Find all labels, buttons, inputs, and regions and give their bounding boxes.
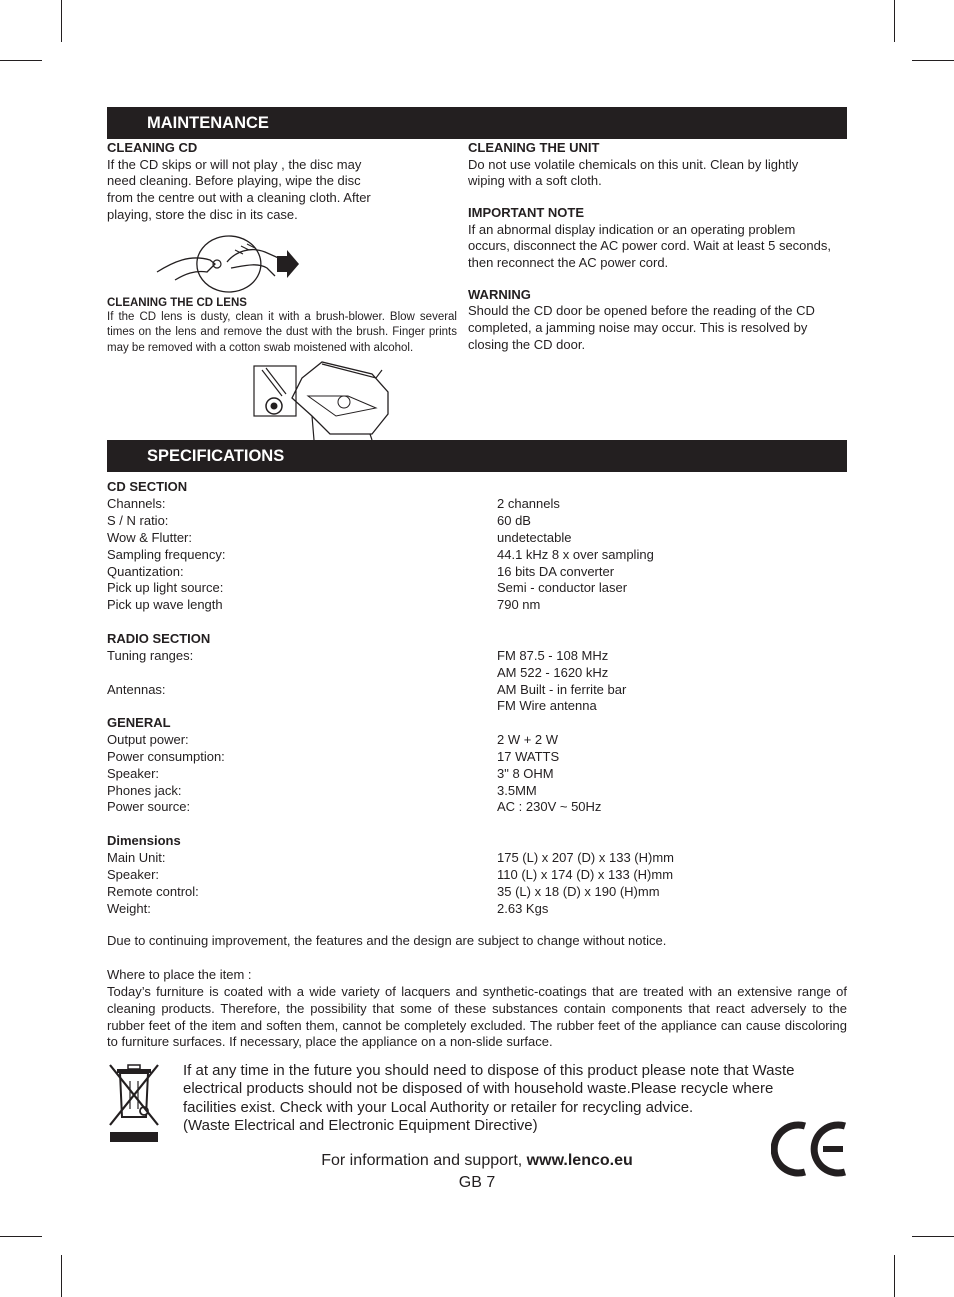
cleaning-lens-text: If the CD lens is dusty, clean it with a brush-blower. Blow several times on the lens and remove the dust with the brush. Finger prints may be removed with a cotton swab moistened with alcohol. bbox=[107, 311, 457, 354]
crop-mark bbox=[61, 1255, 62, 1297]
spec-value: 110 (L) x 174 (D) x 133 (H)mm bbox=[497, 867, 674, 882]
spec-label: Antennas: bbox=[107, 682, 166, 697]
support-prefix: For information and support, bbox=[321, 1152, 527, 1169]
cleaning-lens-title: CLEANING THE CD LENS bbox=[107, 297, 247, 309]
spec-value: 44.1 kHz 8 x over sampling bbox=[497, 547, 654, 562]
spec-value: 175 (L) x 207 (D) x 133 (H)mm bbox=[497, 850, 674, 865]
cleaning-cd-title: CLEANING CD bbox=[107, 140, 198, 155]
spec-row bbox=[107, 596, 847, 613]
crop-mark bbox=[912, 60, 954, 61]
spec-value: AC : 230V ~ 50Hz bbox=[497, 799, 602, 814]
spec-label: Quantization: bbox=[107, 564, 184, 579]
spec-row bbox=[107, 866, 847, 883]
weee-line: facilities exist. Check with your Local Authority or retailer for recycling advice. bbox=[183, 1098, 694, 1116]
spec-value: 17 WATTS bbox=[497, 749, 560, 764]
cd-section-title: CD SECTION bbox=[107, 479, 188, 494]
spec-value: 3" 8 OHM bbox=[497, 766, 554, 781]
spec-row bbox=[107, 883, 847, 900]
placement-text: Today’s furniture is coated with a wide variety of lacquers and synthetic-coatings that are treated with an extensive range of cleaning products. Therefore, the possibility that some of these substances contain components that react adversely to the rubber feet of the item and soften them, cannot be completely excluded. The rubber feet of the appliance can cause discoloring to furniture surfaces. If necessary, place the appliance on a non-slide surface. bbox=[107, 984, 847, 1050]
crop-mark bbox=[912, 1236, 954, 1237]
spec-row bbox=[107, 563, 847, 580]
spec-value: 790 nm bbox=[497, 597, 541, 612]
change-notice: Due to continuing improvement, the features and the design are subject to change without notice. bbox=[107, 933, 667, 948]
spec-row bbox=[107, 546, 847, 563]
important-note-line: occurs, disconnect the AC power cord. Wait at least 5 seconds, bbox=[468, 238, 831, 254]
spec-value: undetectable bbox=[497, 530, 572, 545]
page-number: GB 7 bbox=[458, 1174, 496, 1191]
spec-row bbox=[107, 731, 847, 748]
crop-mark bbox=[0, 60, 42, 61]
weee-notice bbox=[183, 1062, 823, 1135]
spec-value: FM Wire antenna bbox=[497, 698, 597, 713]
spec-label: Tuning ranges: bbox=[107, 648, 194, 663]
spec-row bbox=[107, 697, 847, 714]
spec-row bbox=[107, 849, 847, 866]
weee-line: electrical products should not be disposed of with household waste.Please recycle where bbox=[183, 1080, 774, 1098]
general-section-title: GENERAL bbox=[107, 715, 171, 730]
spec-label: Output power: bbox=[107, 732, 189, 747]
cleaning-cd-line: playing, store the disc in its case. bbox=[107, 206, 298, 222]
spec-row bbox=[107, 512, 847, 529]
spec-row bbox=[107, 782, 847, 799]
spec-label: Power source: bbox=[107, 799, 191, 814]
spec-value: 60 dB bbox=[497, 513, 531, 528]
spec-label: Channels: bbox=[107, 496, 166, 511]
specifications-heading: SPECIFICATIONS bbox=[107, 440, 847, 472]
weee-line: If at any time in the future you should need to dispose of this product please note that Waste bbox=[183, 1062, 795, 1079]
cleaning-lens-section bbox=[107, 296, 457, 356]
important-note-line: If an abnormal display indication or an operating problem bbox=[468, 221, 796, 237]
spec-value: 3.5MM bbox=[497, 783, 537, 798]
crop-mark bbox=[0, 1236, 42, 1237]
spec-row bbox=[107, 798, 847, 815]
spec-row bbox=[107, 900, 847, 917]
warning-line: completed, a jamming noise may occur. This is resolved by bbox=[468, 320, 808, 336]
support-line bbox=[0, 1150, 954, 1172]
spec-row bbox=[107, 579, 847, 596]
spec-label: Power consumption: bbox=[107, 749, 225, 764]
cleaning-cd-line: from the centre out with a cleaning cloth. After bbox=[107, 190, 371, 206]
crossed-bin-icon bbox=[108, 1063, 160, 1143]
crop-mark bbox=[894, 1255, 895, 1297]
cleaning-cd-section bbox=[107, 140, 397, 224]
spec-label: Main Unit: bbox=[107, 850, 166, 865]
spec-value: 2 channels bbox=[497, 496, 560, 511]
spec-row bbox=[107, 495, 847, 512]
spec-value: 35 (L) x 18 (D) x 190 (H)mm bbox=[497, 884, 660, 899]
spec-row bbox=[107, 681, 847, 698]
warning-line: closing the CD door. bbox=[468, 337, 586, 353]
crop-mark bbox=[61, 0, 62, 42]
support-link[interactable]: www.lenco.eu bbox=[526, 1152, 633, 1169]
dimensions-section-title: Dimensions bbox=[107, 833, 181, 848]
important-note-title: IMPORTANT NOTE bbox=[468, 205, 585, 221]
spec-label: Wow & Flutter: bbox=[107, 530, 193, 545]
maintenance-heading: MAINTENANCE bbox=[107, 107, 847, 139]
weee-line: (Waste Electrical and Electronic Equipment Directive) bbox=[183, 1116, 538, 1134]
wiping-disc-illustration bbox=[155, 232, 305, 294]
cleaning-cd-line: need cleaning. Before playing, wipe the disc bbox=[107, 173, 361, 189]
spec-value: 2.63 Kgs bbox=[497, 901, 549, 916]
spec-value: AM Built - in ferrite bar bbox=[497, 682, 627, 697]
spec-label: Remote control: bbox=[107, 884, 199, 899]
spec-label: Pick up light source: bbox=[107, 580, 224, 595]
spec-label: Speaker: bbox=[107, 867, 160, 882]
warning-line: Should the CD door be opened before the reading of the CD bbox=[468, 303, 815, 319]
cleaning-unit-title: CLEANING THE UNIT bbox=[468, 140, 600, 155]
spec-label: Speaker: bbox=[107, 766, 160, 781]
spec-value: 16 bits DA converter bbox=[497, 564, 615, 579]
cleaning-cd-line: If the CD skips or will not play , the disc may bbox=[107, 156, 362, 172]
spec-value: FM 87.5 - 108 MHz bbox=[497, 648, 609, 663]
crop-mark bbox=[894, 0, 895, 42]
important-note-line: then reconnect the AC power cord. bbox=[468, 255, 669, 271]
cleaning-unit-line: wiping with a soft cloth. bbox=[468, 173, 602, 189]
right-column bbox=[468, 140, 848, 354]
radio-section-title: RADIO SECTION bbox=[107, 631, 211, 646]
spec-row bbox=[107, 529, 847, 546]
spec-row bbox=[107, 748, 847, 765]
lens-cleaning-illustration bbox=[252, 356, 394, 440]
spec-label: Phones jack: bbox=[107, 783, 182, 798]
spec-label: Weight: bbox=[107, 901, 151, 916]
placement-title: Where to place the item : bbox=[107, 967, 252, 982]
spec-value: Semi - conductor laser bbox=[497, 580, 628, 595]
spec-value: AM 522 - 1620 kHz bbox=[497, 665, 609, 680]
spec-value: 2 W + 2 W bbox=[497, 732, 559, 747]
cleaning-unit-line: Do not use volatile chemicals on this unit. Clean by lightly bbox=[468, 156, 799, 172]
spec-row bbox=[107, 647, 847, 664]
warning-title: WARNING bbox=[468, 286, 531, 302]
spec-label: Sampling frequency: bbox=[107, 547, 226, 562]
spec-row bbox=[107, 765, 847, 782]
spec-label: S / N ratio: bbox=[107, 513, 169, 528]
spec-label: Pick up wave length bbox=[107, 597, 223, 612]
spec-row bbox=[107, 664, 847, 681]
